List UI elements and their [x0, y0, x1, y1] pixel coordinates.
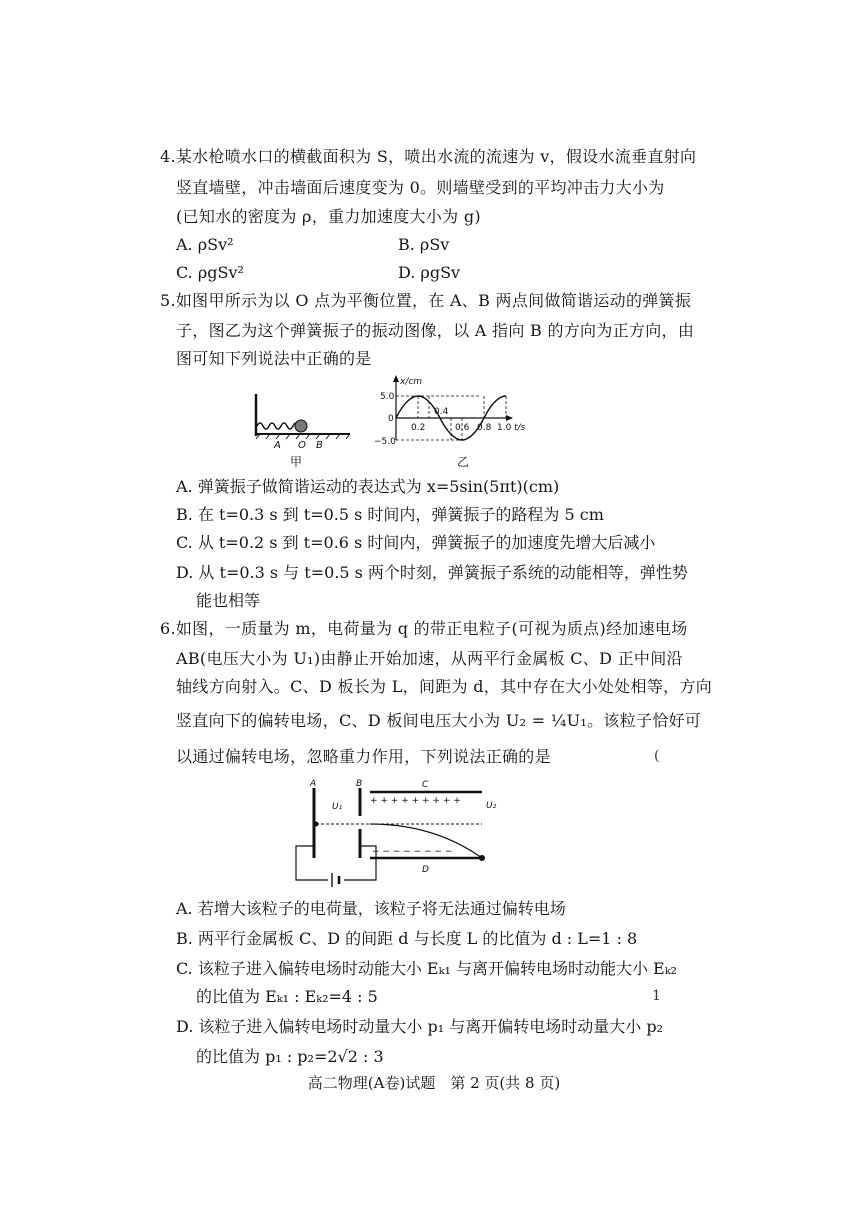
caption-yi: 乙: [457, 455, 470, 469]
particle-exit: [479, 855, 485, 861]
y-axis-arrow: [393, 375, 399, 382]
label-u1: U₁: [332, 802, 343, 812]
q5-line-3: 图可知下列说法中正确的是: [176, 349, 372, 368]
q5-line-2: 子，图乙为这个弹簧振子的振动图像，以 A 指向 B 的方向为正方向，由: [176, 321, 695, 340]
y-axis-label: x/cm: [400, 377, 423, 387]
x-axis-label: t/s: [514, 423, 526, 433]
figure-spring-oscillator: [248, 382, 358, 468]
q4-line-1: 4.某水枪喷水口的横截面积为 S，喷出水流的流速为 v，假设水流垂直射向: [160, 147, 697, 166]
label-o: O: [298, 440, 306, 451]
q5-option-a: A. 弹簧振子做简谐运动的表达式为 x=5sin(5πt)(cm): [176, 477, 560, 496]
q4-option-a: A. ρSv²: [176, 235, 234, 254]
ball: [295, 420, 307, 432]
plate-d-charges: − − − − − − − −: [372, 847, 453, 857]
spring: [257, 423, 299, 429]
x-tick-0.2: 0.2: [411, 423, 426, 433]
label-b: B: [316, 440, 323, 451]
q6-line-3: 轴线方向射入。C、D 板长为 L，间距为 d，其中存在大小处处相等，方向: [176, 677, 712, 696]
q5-option-c: C. 从 t=0.2 s 到 t=0.6 s 时间内，弹簧振子的加速度先增大后减小: [176, 533, 656, 552]
circuit-wires: [296, 846, 376, 880]
label-u2: U₂: [486, 801, 497, 811]
q6-line-1: 6.如图，一质量为 m，电荷量为 q 的带正电粒子(可视为质点)经加速电场: [160, 619, 688, 638]
q6-option-d-cont: 的比值为 p₁ : p₂=2√2 : 3: [196, 1047, 384, 1066]
label-a: A: [310, 779, 317, 789]
label-c: C: [422, 780, 429, 790]
y-tick-5: 5.0: [380, 392, 395, 402]
q5-option-d: D. 从 t=0.3 s 与 t=0.5 s 两个时刻，弹簧振子系统的动能相等，弹性势: [176, 563, 688, 582]
q4-option-c: C. ρgSv²: [176, 263, 244, 282]
y-tick-0: 0: [388, 414, 394, 424]
label-a: A: [274, 440, 281, 451]
q6-line-2: AB(电压大小为 U₁)由静止开始加速，从两平行金属板 C、D 正中间沿: [176, 649, 683, 668]
margin-mark-one: 1: [652, 988, 661, 1004]
x-tick-0.8: 0.8: [477, 423, 492, 433]
x-tick-0.4: 0.4: [434, 407, 449, 417]
x-tick-1.0: 1.0: [497, 423, 512, 433]
figure-vibration-graph: [364, 372, 534, 472]
q6-line-5: 以通过偏转电场，忽略重力作用，下列说法正确的是: [176, 747, 551, 766]
q4-line-3: (已知水的密度为 ρ，重力加速度大小为 g): [176, 207, 481, 226]
figure-deflection-field: [284, 776, 506, 892]
q6-line-4: 竖直向下的偏转电场，C、D 板间电压大小为 U₂ = ¼U₁。该粒子恰好可: [176, 711, 702, 730]
plate-c-charges: + + + + + + + + +: [370, 796, 461, 806]
q6-option-b: B. 两平行金属板 C、D 的间距 d 与长度 L 的比值为 d : L=1 : 8: [176, 929, 638, 948]
q4-option-b: B. ρSv: [398, 235, 450, 254]
label-b: B: [356, 779, 363, 789]
q6-option-c: C. 该粒子进入偏转电场时动能大小 Eₖ₁ 与离开偏转电场时动能大小 Eₖ₂: [176, 959, 677, 978]
q4-option-d: D. ρgSv: [398, 263, 461, 282]
label-d: D: [422, 865, 429, 875]
q4-line-2: 竖直墙壁，冲击墙面后速度变为 0。则墙壁受到的平均冲击力大小为: [176, 178, 665, 197]
q5-option-b: B. 在 t=0.3 s 到 t=0.5 s 时间内，弹簧振子的路程为 5 cm: [176, 505, 604, 524]
x-tick-0.6: 0.6: [455, 423, 470, 433]
q6-option-a: A. 若增大该粒子的电荷量，该粒子将无法通过偏转电场: [176, 899, 566, 918]
y-tick-minus-5: −5.0: [374, 437, 396, 447]
margin-mark-paren: (: [654, 748, 660, 764]
q5-option-d-cont: 能也相等: [196, 591, 261, 610]
q6-option-c-cont: 的比值为 Eₖ₁ : Eₖ₂=4 : 5: [196, 987, 378, 1006]
q6-option-d: D. 该粒子进入偏转电场时动量大小 p₁ 与离开偏转电场时动量大小 p₂: [176, 1017, 664, 1036]
page-footer: 高二物理(A卷)试题 第 2 页(共 8 页): [307, 1074, 561, 1092]
caption-jia: 甲: [290, 455, 303, 468]
q5-line-1: 5.如图甲所示为以 O 点为平衡位置，在 A、B 两点间做简谐运动的弹簧振: [160, 291, 692, 310]
particle-start: [314, 822, 319, 827]
x-axis-arrow: [506, 415, 513, 421]
